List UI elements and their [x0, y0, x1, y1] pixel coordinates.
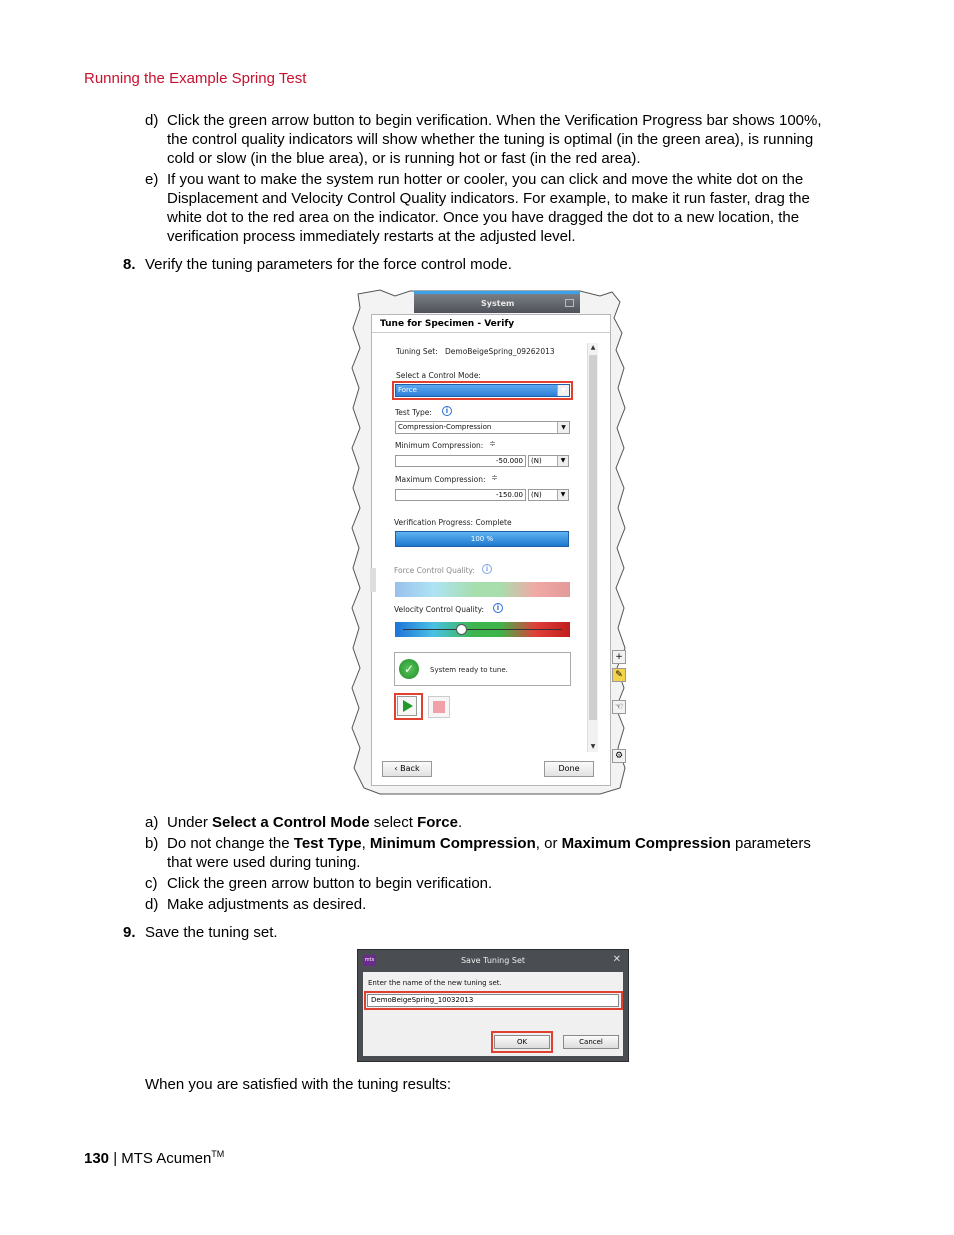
- step-text: Save the tuning set.: [145, 924, 278, 941]
- spring-icon: ≑: [489, 439, 496, 448]
- trademark: TM: [211, 1149, 225, 1159]
- list-item-text: Do not change the Test Type, Minimum Compression, or Maximum Compression parameters that were used during tuning.: [167, 835, 811, 871]
- chevron-down-icon: ▼: [557, 422, 569, 433]
- vertical-scrollbar[interactable]: [587, 343, 598, 752]
- list-item-text: Under Select a Control Mode select Force.: [167, 814, 463, 831]
- product-name: MTS Acumen: [121, 1150, 212, 1167]
- verification-progress-bar: [395, 531, 569, 547]
- add-tool-icon[interactable]: +: [612, 650, 626, 664]
- chevron-left-icon: ‹: [394, 764, 398, 773]
- list-marker: d): [145, 112, 159, 129]
- page-number: 130: [84, 1150, 110, 1167]
- progress-text: 100 %: [470, 535, 494, 543]
- velocity-quality-indicator[interactable]: [395, 622, 570, 637]
- closing-text: When you are satisfied with the tuning results:: [145, 1076, 451, 1093]
- info-icon[interactable]: i: [442, 406, 452, 416]
- step-number: 8.: [123, 256, 136, 273]
- panel-title: Tune for Specimen - Verify: [380, 319, 515, 329]
- min-compression-unit-select[interactable]: (N) ▼: [528, 455, 569, 467]
- max-compression-unit-select[interactable]: (N) ▼: [528, 489, 569, 501]
- dialog-title: Save Tuning Set: [460, 956, 526, 965]
- stop-button[interactable]: [428, 696, 450, 718]
- ok-button[interactable]: OK: [494, 1035, 550, 1049]
- gear-icon[interactable]: ⚙: [612, 749, 626, 763]
- save-tuning-set-dialog: [357, 949, 629, 1062]
- hand-icon[interactable]: ☜: [612, 700, 626, 714]
- chevron-down-icon: ▼: [557, 385, 569, 396]
- test-type-select[interactable]: Compression-Compression ▼: [395, 421, 570, 434]
- control-mode-label: Select a Control Mode:: [396, 371, 481, 380]
- start-verification-button[interactable]: [397, 696, 417, 716]
- list-marker: b): [145, 835, 159, 852]
- dialog-title-bar: [358, 950, 628, 972]
- play-icon: [403, 700, 413, 712]
- velocity-quality-label: Velocity Control Quality:: [394, 605, 485, 614]
- scroll-thumb[interactable]: [589, 355, 597, 720]
- check-icon: ✓: [399, 659, 419, 679]
- status-text: System ready to tune.: [430, 666, 508, 674]
- tuning-set-name-input[interactable]: DemoBeigeSpring_10032013: [367, 994, 619, 1007]
- collapse-handle[interactable]: [370, 568, 376, 592]
- min-compression-label: Minimum Compression:: [395, 441, 484, 450]
- list-marker: e): [145, 171, 159, 188]
- close-icon[interactable]: ✕: [612, 954, 621, 965]
- info-icon[interactable]: i: [493, 603, 503, 613]
- list-item-text: If you want to make the system run hotter or cooler, you can click and move the white dot on the Displacement and Velocity Control Quality indicators. For example, to make it run faster, drag the white dot to the red area on the indicator. Once you have dragged the dot to a new location, the verification process immediately restarts at the adjusted level.: [167, 171, 810, 245]
- control-mode-select[interactable]: Force ▼: [395, 384, 570, 397]
- window-icon[interactable]: [565, 299, 574, 307]
- list-marker: c): [145, 875, 158, 892]
- list-item-text: Make adjustments as desired.: [167, 896, 367, 913]
- spring-icon: ≑: [491, 473, 498, 482]
- step-text: Verify the tuning parameters for the force control mode.: [145, 256, 512, 273]
- max-compression-label: Maximum Compression:: [395, 475, 486, 484]
- force-quality-indicator: [395, 582, 570, 597]
- back-button[interactable]: ‹ Back: [382, 761, 432, 777]
- mts-logo-icon: mts: [363, 955, 376, 966]
- page-footer: [84, 1149, 224, 1167]
- max-compression-input[interactable]: -150.00: [395, 489, 526, 501]
- status-box: [394, 652, 571, 686]
- divider: [372, 332, 610, 333]
- verification-progress-label: Verification Progress: Complete: [394, 518, 512, 527]
- cancel-button[interactable]: Cancel: [563, 1035, 619, 1049]
- list-item-text: Click the green arrow button to begin verification.: [167, 875, 493, 892]
- test-type-label: Test Type:: [395, 408, 432, 417]
- dialog-body: [363, 972, 623, 1056]
- list-marker: d): [145, 896, 159, 913]
- chevron-down-icon: ▼: [557, 490, 568, 500]
- tuning-set-value: DemoBeigeSpring_09262013: [445, 347, 555, 356]
- force-quality-label: Force Control Quality:: [394, 566, 475, 575]
- info-icon[interactable]: i: [482, 564, 492, 574]
- chevron-down-icon: ▼: [557, 456, 568, 466]
- topbar-title: System: [481, 299, 515, 308]
- list-item-text: Click the green arrow button to begin verification. When the Verification Progress bar shows 100%, the control quality indicators will show whether the tuning is optimal (in the green area), is running cold or slow (in the blue area), or is running hot or fast (in the red area).: [167, 112, 822, 167]
- tool-icon[interactable]: ✎: [612, 668, 626, 682]
- quality-slider-handle[interactable]: [456, 624, 467, 635]
- quality-track: [403, 629, 562, 630]
- list-marker: a): [145, 814, 159, 831]
- stop-icon: [433, 701, 445, 713]
- tuning-set-label: Tuning Set:: [396, 347, 438, 356]
- scroll-up-icon[interactable]: ▲: [590, 344, 596, 351]
- section-header: Running the Example Spring Test: [84, 70, 307, 87]
- min-compression-input[interactable]: -50.000: [395, 455, 526, 467]
- dialog-prompt: Enter the name of the new tuning set.: [368, 979, 502, 987]
- scroll-down-icon[interactable]: ▼: [590, 743, 596, 750]
- done-button[interactable]: Done: [544, 761, 594, 777]
- tune-for-specimen-screenshot: [350, 288, 630, 798]
- footer-separator: |: [109, 1150, 122, 1167]
- step-number: 9.: [123, 924, 136, 941]
